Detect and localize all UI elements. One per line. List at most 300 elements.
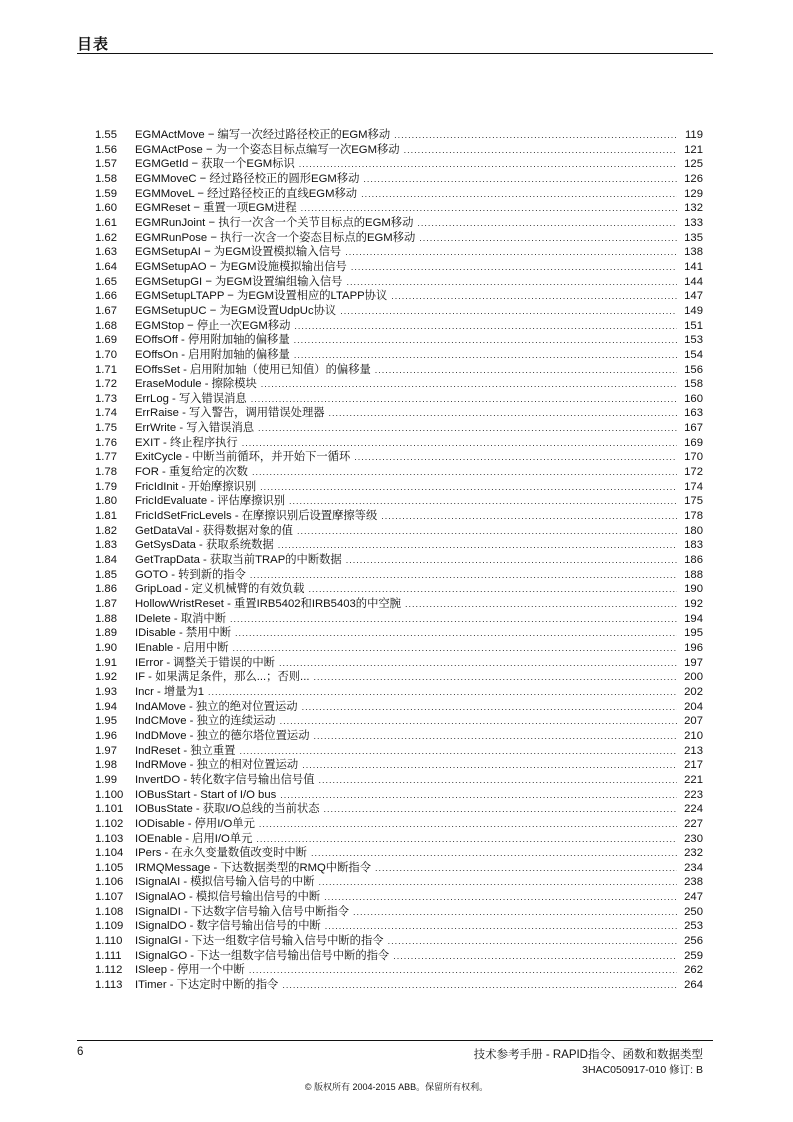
toc-entry-number: 1.58 xyxy=(95,172,117,185)
toc-dot-leader xyxy=(393,949,677,964)
toc-entry-number: 1.78 xyxy=(95,466,117,479)
toc-entry-title[interactable]: IF - 如果满足条件，那么...；否则... xyxy=(135,671,310,684)
toc-entry-number: 1.106 xyxy=(95,876,124,889)
toc-entry-number: 1.103 xyxy=(95,832,124,845)
toc-entry-title[interactable]: FricIdEvaluate - 评估摩擦识别 xyxy=(135,495,286,508)
toc-entry-page[interactable]: 194 xyxy=(684,612,703,625)
toc-entry[interactable] xyxy=(95,626,703,641)
toc-entry-title[interactable]: IndRMove - 独立的相对位置运动 xyxy=(135,759,299,772)
toc-entry[interactable] xyxy=(95,275,703,290)
toc-entry-page[interactable]: 221 xyxy=(684,773,703,786)
toc-entry-number: 1.89 xyxy=(95,627,117,640)
toc-entry-page[interactable]: 238 xyxy=(684,876,703,889)
toc-entry-page[interactable]: 160 xyxy=(684,392,703,405)
toc-entry-title[interactable]: IOBusState - 获取I/O总线的当前状态 xyxy=(135,803,320,816)
toc-entry-title[interactable]: IDelete - 取消中断 xyxy=(135,612,227,625)
toc-entry-number: 1.101 xyxy=(95,803,124,816)
toc-entry-page[interactable]: 174 xyxy=(684,480,703,493)
toc-entry-page[interactable]: 170 xyxy=(684,451,703,464)
toc-dot-leader xyxy=(294,348,677,363)
toc-entry-title[interactable]: EGMReset − 重置一项EGM进程 xyxy=(135,202,297,215)
toc-entry-page[interactable]: 188 xyxy=(684,568,703,581)
toc-entry[interactable] xyxy=(95,890,703,905)
toc-entry-page[interactable]: 234 xyxy=(684,861,703,874)
toc-dot-leader xyxy=(419,231,677,246)
toc-entry-page[interactable]: 213 xyxy=(684,744,703,757)
toc-entry[interactable] xyxy=(95,978,703,993)
toc-entry-page[interactable]: 264 xyxy=(684,979,703,992)
toc-entry-page[interactable]: 190 xyxy=(684,583,703,596)
toc-entry[interactable] xyxy=(95,201,703,216)
toc-entry-page[interactable]: 232 xyxy=(684,847,703,860)
toc-entry[interactable] xyxy=(95,963,703,978)
toc-entry-title[interactable]: EGMRunJoint − 执行一次含一个关节目标点的EGM移动 xyxy=(135,216,414,229)
toc-entry-number: 1.88 xyxy=(95,612,117,625)
footer-manual-title: 技术参考手册 - RAPID指令、函数和数据类型 xyxy=(473,1049,703,1061)
toc-entry-page[interactable]: 167 xyxy=(684,422,703,435)
toc-entry-title[interactable]: GripLoad - 定义机械臂的有效负载 xyxy=(135,583,305,596)
toc-entry-title[interactable]: GetTrapData - 获取当前TRAP的中断数据 xyxy=(135,554,342,567)
toc-dot-leader xyxy=(250,568,677,583)
toc-entry[interactable] xyxy=(95,538,703,553)
toc-dot-leader xyxy=(280,714,677,729)
toc-entry-title[interactable]: EOffsOff - 停用附加轴的偏移量 xyxy=(135,334,290,347)
toc-entry-number: 1.95 xyxy=(95,715,117,728)
toc-dot-leader xyxy=(345,245,677,260)
toc-entry-title[interactable]: GetSysData - 获取系统数据 xyxy=(135,539,274,552)
toc-dot-leader xyxy=(381,509,677,524)
toc-entry-title[interactable]: FricIdInit - 开始摩擦识别 xyxy=(135,480,257,493)
toc-entry[interactable] xyxy=(95,494,703,509)
toc-entry-number: 1.66 xyxy=(95,290,117,303)
toc-entry-title[interactable]: EGMSetupGI − 为EGM设置编组输入信号 xyxy=(135,275,343,288)
toc-entry-page[interactable]: 195 xyxy=(684,627,703,640)
toc-entry[interactable] xyxy=(95,934,703,949)
toc-entry[interactable] xyxy=(95,216,703,231)
toc-entry[interactable] xyxy=(95,377,703,392)
toc-entry[interactable] xyxy=(95,406,703,421)
toc-dot-leader xyxy=(256,832,677,847)
toc-dot-leader xyxy=(289,494,677,509)
toc-entry-title[interactable]: EGMSetupLTAPP − 为EGM设置相应的LTAPP协议 xyxy=(135,290,388,303)
toc-dot-leader xyxy=(239,744,677,759)
toc-entry-number: 1.83 xyxy=(95,539,117,552)
toc-entry-title[interactable]: EGMActPose − 为一个姿态目标点编写一次EGM移动 xyxy=(135,143,400,156)
toc-entry-title[interactable]: Incr - 增量为1 xyxy=(135,685,205,698)
toc-dot-leader xyxy=(249,963,677,978)
toc-dot-leader xyxy=(280,788,677,803)
toc-entry-title[interactable]: EGMActMove − 编写一次经过路径校正的EGM移动 xyxy=(135,129,391,141)
toc-dot-leader xyxy=(324,802,677,817)
toc-entry-page[interactable]: 169 xyxy=(684,436,703,449)
toc-dot-leader xyxy=(261,377,677,392)
toc-entry-title[interactable]: IODisable - 停用I/O单元 xyxy=(135,817,255,830)
toc-entry-page[interactable]: 256 xyxy=(684,935,703,948)
toc-entry-number: 1.100 xyxy=(95,788,124,801)
header-rule xyxy=(77,53,713,54)
toc-dot-leader xyxy=(279,656,677,671)
toc-entry-number: 1.93 xyxy=(95,685,117,698)
toc-entry[interactable] xyxy=(95,832,703,847)
toc-entry-number: 1.109 xyxy=(95,920,124,933)
toc-entry-page[interactable]: 223 xyxy=(684,788,703,801)
toc-entry-title[interactable]: ISignalGO - 下达一组数字信号输出信号中断的指令 xyxy=(135,949,390,962)
toc-entry-number: 1.73 xyxy=(95,392,117,405)
toc-entry-page[interactable]: 180 xyxy=(684,524,703,537)
toc-dot-leader xyxy=(302,758,677,773)
toc-entry-page[interactable]: 121 xyxy=(684,143,703,156)
toc-entry-number: 1.105 xyxy=(95,861,124,874)
toc-entry[interactable] xyxy=(95,260,703,275)
toc-entry-title[interactable]: EGMMoveL − 经过路径校正的直线EGM移动 xyxy=(135,187,358,200)
toc-entry-title[interactable]: EGMSetupUC − 为EGM设置UdpUc协议 xyxy=(135,304,337,317)
toc-entry-title[interactable]: EGMSetupAO − 为EGM设施模拟输出信号 xyxy=(135,260,347,273)
toc-entry-number: 1.57 xyxy=(95,158,117,171)
toc-entry-page[interactable]: 125 xyxy=(684,158,703,171)
toc-dot-leader xyxy=(233,641,677,656)
toc-entry[interactable] xyxy=(95,421,703,436)
toc-entry[interactable] xyxy=(95,245,703,260)
toc-dot-leader xyxy=(302,700,677,715)
toc-entry-number: 1.56 xyxy=(95,143,117,156)
toc-entry-title[interactable]: ExitCycle - 中断当前循环，并开始下一循环 xyxy=(135,451,351,464)
toc-dot-leader xyxy=(251,392,677,407)
toc-entry-title[interactable]: IDisable - 禁用中断 xyxy=(135,627,232,640)
toc-dot-leader xyxy=(375,861,677,876)
toc-dot-leader xyxy=(294,319,677,334)
toc-entry-title[interactable]: EGMRunPose − 执行一次含一个姿态目标点的EGM移动 xyxy=(135,231,416,244)
toc-entry-page[interactable]: 154 xyxy=(684,348,703,361)
toc-entry-title[interactable]: IndCMove - 独立的连续运动 xyxy=(135,715,276,728)
toc-entry-number: 1.110 xyxy=(95,935,123,948)
toc-entry-number: 1.77 xyxy=(95,451,117,464)
toc-entry-title[interactable]: IError - 调整关于错误的中断 xyxy=(135,656,275,669)
toc-dot-leader xyxy=(346,275,677,290)
toc-dot-leader xyxy=(258,421,677,436)
toc-entry-title[interactable]: EGMStop − 停止一次EGM移动 xyxy=(135,319,291,332)
toc-dot-leader xyxy=(394,128,677,143)
toc-entry[interactable] xyxy=(95,846,703,861)
toc-entry[interactable] xyxy=(95,612,703,627)
toc-entry-number: 1.99 xyxy=(95,773,117,786)
toc-entry-page[interactable]: 132 xyxy=(684,202,703,215)
toc-dot-leader xyxy=(294,333,677,348)
toc-entry[interactable] xyxy=(95,172,703,187)
toc-entry-title[interactable]: EXIT - 终止程序执行 xyxy=(135,436,238,449)
toc-entry-page[interactable]: 202 xyxy=(684,685,703,698)
toc-entry[interactable] xyxy=(95,509,703,524)
toc-entry-number: 1.85 xyxy=(95,568,117,581)
toc-dot-leader xyxy=(230,612,677,627)
toc-entry-page[interactable]: 175 xyxy=(684,495,703,508)
toc-entry-number: 1.82 xyxy=(95,524,117,537)
toc-entry-number: 1.61 xyxy=(95,216,117,229)
toc-entry-title[interactable]: ISignalDI - 下达数字信号输入信号中断指令 xyxy=(135,905,350,918)
toc-entry[interactable] xyxy=(95,304,703,319)
toc-entry-title[interactable]: GetDataVal - 获得数据对象的值 xyxy=(135,524,293,537)
toc-dot-leader xyxy=(354,450,677,465)
toc-entry-number: 1.70 xyxy=(95,348,117,361)
toc-entry-number: 1.64 xyxy=(95,260,117,273)
toc-entry-title[interactable]: ErrWrite - 写入错误消息 xyxy=(135,422,255,435)
toc-entry[interactable] xyxy=(95,465,703,480)
toc-entry-title[interactable]: ISignalAI - 模拟信号输入信号的中断 xyxy=(135,876,315,889)
toc-entry-page[interactable]: 147 xyxy=(684,290,703,303)
table-of-contents xyxy=(95,128,703,993)
toc-entry[interactable] xyxy=(95,553,703,568)
toc-dot-leader xyxy=(361,187,677,202)
toc-entry-title[interactable]: FricIdSetFricLevels - 在摩擦识别后设置摩擦等级 xyxy=(135,510,378,523)
toc-entry[interactable] xyxy=(95,905,703,920)
toc-entry-page[interactable]: 158 xyxy=(684,378,703,391)
toc-entry[interactable] xyxy=(95,919,703,934)
toc-dot-leader xyxy=(319,875,677,890)
toc-entry-title[interactable]: ISleep - 停用一个中断 xyxy=(135,964,245,977)
toc-entry-title[interactable]: FOR - 重复给定的次数 xyxy=(135,466,248,479)
toc-entry[interactable] xyxy=(95,597,703,612)
toc-entry-title[interactable]: EraseModule - 擦除模块 xyxy=(135,378,257,391)
toc-entry-number: 1.107 xyxy=(95,891,124,904)
toc-dot-leader xyxy=(208,685,677,700)
toc-entry[interactable] xyxy=(95,773,703,788)
toc-entry[interactable] xyxy=(95,363,703,378)
toc-entry-number: 1.111 xyxy=(95,949,122,962)
toc-entry-page[interactable]: 259 xyxy=(684,949,703,962)
toc-entry-title[interactable]: EGMSetupAI − 为EGM设置模拟输入信号 xyxy=(135,246,342,259)
toc-entry-page[interactable]: 207 xyxy=(684,715,703,728)
toc-dot-leader xyxy=(319,773,677,788)
toc-entry-number: 1.68 xyxy=(95,319,117,332)
toc-entry-page[interactable]: 133 xyxy=(684,216,703,229)
toc-entry-number: 1.76 xyxy=(95,436,117,449)
toc-dot-leader xyxy=(405,597,677,612)
toc-dot-leader xyxy=(242,436,677,451)
toc-dot-leader xyxy=(325,919,677,934)
toc-entry-number: 1.71 xyxy=(95,363,117,376)
toc-dot-leader xyxy=(351,260,677,275)
toc-dot-leader xyxy=(340,304,677,319)
toc-entry-page[interactable]: 230 xyxy=(684,832,703,845)
toc-dot-leader xyxy=(252,465,677,480)
toc-entry-page[interactable]: 178 xyxy=(684,510,703,523)
footer-copyright: © 版权所有 2004-2015 ABB。保留所有权利。 xyxy=(304,1082,489,1092)
toc-entry-number: 1.75 xyxy=(95,422,117,435)
toc-entry[interactable] xyxy=(95,143,703,158)
toc-entry-number: 1.91 xyxy=(95,656,117,669)
toc-entry-number: 1.84 xyxy=(95,554,117,567)
toc-entry-number: 1.104 xyxy=(95,847,124,860)
toc-entry-number: 1.79 xyxy=(95,480,117,493)
toc-entry-page[interactable]: 204 xyxy=(684,700,703,713)
toc-entry[interactable] xyxy=(95,480,703,495)
toc-entry[interactable] xyxy=(95,700,703,715)
toc-entry-number: 1.96 xyxy=(95,729,117,742)
toc-entry-page[interactable]: 183 xyxy=(684,539,703,552)
toc-entry-title[interactable]: IndDMove - 独立的德尔塔位置运动 xyxy=(135,729,310,742)
toc-entry-page[interactable]: 156 xyxy=(684,363,703,376)
toc-entry-number: 1.62 xyxy=(95,231,117,244)
toc-dot-leader xyxy=(282,978,677,993)
toc-entry[interactable] xyxy=(95,157,703,172)
toc-entry-title[interactable]: ErrLog - 写入错误消息 xyxy=(135,392,247,405)
toc-dot-leader xyxy=(375,363,677,378)
toc-dot-leader xyxy=(324,890,677,905)
toc-dot-leader xyxy=(235,626,677,641)
toc-entry[interactable] xyxy=(95,729,703,744)
toc-entry-number: 1.67 xyxy=(95,304,117,317)
footer-page-number: 6 xyxy=(77,1046,84,1058)
toc-dot-leader xyxy=(329,406,677,421)
toc-entry[interactable] xyxy=(95,949,703,964)
toc-entry-title[interactable]: EOffsSet - 启用附加轴（使用已知值）的偏移量 xyxy=(135,363,371,376)
toc-entry-number: 1.108 xyxy=(95,905,124,918)
toc-entry[interactable] xyxy=(95,670,703,685)
footer-rule xyxy=(77,1040,713,1041)
toc-entry-title[interactable]: ISignalAO - 模拟信号输出信号的中断 xyxy=(135,891,321,904)
toc-entry-number: 1.55 xyxy=(95,129,117,141)
toc-entry[interactable] xyxy=(95,744,703,759)
toc-entry[interactable] xyxy=(95,568,703,583)
toc-dot-leader xyxy=(308,582,677,597)
toc-entry-number: 1.98 xyxy=(95,759,117,772)
toc-entry-number: 1.102 xyxy=(95,817,124,830)
toc-dot-leader xyxy=(297,524,677,539)
toc-dot-leader xyxy=(404,143,677,158)
toc-entry[interactable] xyxy=(95,128,703,143)
toc-entry[interactable] xyxy=(95,319,703,334)
toc-entry[interactable] xyxy=(95,788,703,803)
toc-entry-number: 1.80 xyxy=(95,495,117,508)
toc-entry[interactable] xyxy=(95,656,703,671)
toc-dot-leader xyxy=(259,817,677,832)
toc-dot-leader xyxy=(388,934,677,949)
toc-entry-number: 1.97 xyxy=(95,744,117,757)
toc-entry-number: 1.65 xyxy=(95,275,117,288)
toc-entry-page[interactable]: 250 xyxy=(684,905,703,918)
toc-entry[interactable] xyxy=(95,817,703,832)
toc-entry-page[interactable]: 227 xyxy=(684,817,703,830)
toc-entry-page[interactable]: 135 xyxy=(684,231,703,244)
toc-entry-number: 1.59 xyxy=(95,187,117,200)
toc-entry[interactable] xyxy=(95,289,703,304)
toc-entry[interactable] xyxy=(95,641,703,656)
toc-entry-page[interactable]: 172 xyxy=(684,466,703,479)
toc-entry-page[interactable]: 151 xyxy=(684,319,703,332)
toc-entry-page[interactable]: 210 xyxy=(684,729,703,742)
toc-entry-number: 1.63 xyxy=(95,246,117,259)
toc-entry-page[interactable]: 138 xyxy=(684,246,703,259)
toc-entry-number: 1.112 xyxy=(95,964,123,977)
toc-entry-page[interactable]: 129 xyxy=(684,187,703,200)
toc-entry[interactable] xyxy=(95,714,703,729)
toc-entry-number: 1.81 xyxy=(95,510,117,523)
toc-entry-page[interactable]: 192 xyxy=(684,598,703,610)
toc-entry-page[interactable]: 141 xyxy=(684,260,703,273)
toc-entry-number: 1.113 xyxy=(95,979,123,992)
toc-entry-title[interactable]: IPers - 在永久变量数值改变时中断 xyxy=(135,847,307,860)
toc-entry-number: 1.92 xyxy=(95,671,117,684)
toc-entry[interactable] xyxy=(95,187,703,202)
toc-entry[interactable] xyxy=(95,392,703,407)
toc-dot-leader xyxy=(313,670,677,685)
toc-entry-page[interactable]: 144 xyxy=(684,275,703,288)
toc-entry-page[interactable]: 197 xyxy=(684,656,703,669)
toc-entry-title[interactable]: HollowWristReset - 重置IRB5402和IRB5403的中空腕 xyxy=(135,598,401,610)
toc-entry-number: 1.90 xyxy=(95,641,117,654)
toc-entry-title[interactable]: ISignalDO - 数字信号输出信号的中断 xyxy=(135,920,321,933)
toc-entry-page[interactable]: 163 xyxy=(684,407,703,420)
toc-entry-title[interactable]: EGMGetId − 获取一个EGM标识 xyxy=(135,158,295,171)
page-header-title: 目表 xyxy=(77,36,110,53)
toc-entry-title[interactable]: IndReset - 独立重置 xyxy=(135,744,236,757)
footer-doc-id: 3HAC050917-010 修订: B xyxy=(582,1064,703,1076)
toc-entry[interactable] xyxy=(95,348,703,363)
toc-entry-title[interactable]: IndAMove - 独立的绝对位置运动 xyxy=(135,700,298,713)
toc-entry[interactable] xyxy=(95,450,703,465)
toc-entry-title[interactable]: ErrRaise - 写入警告，调用错误处理器 xyxy=(135,407,325,420)
toc-entry-number: 1.87 xyxy=(95,598,117,610)
toc-entry-page[interactable]: 217 xyxy=(684,759,703,772)
toc-dot-leader xyxy=(346,553,677,568)
toc-dot-leader xyxy=(311,846,677,861)
toc-dot-leader xyxy=(363,172,677,187)
toc-entry-title[interactable]: IRMQMessage - 下达数据类型的RMQ中断指令 xyxy=(135,861,371,874)
toc-entry-page[interactable]: 126 xyxy=(684,172,703,185)
toc-entry-page[interactable]: 253 xyxy=(684,920,703,933)
toc-entry-number: 1.74 xyxy=(95,407,117,420)
toc-entry-page[interactable]: 196 xyxy=(684,641,703,654)
toc-dot-leader xyxy=(299,157,677,172)
toc-entry[interactable] xyxy=(95,861,703,876)
toc-entry-page[interactable]: 200 xyxy=(684,671,703,684)
toc-entry-number: 1.60 xyxy=(95,202,117,215)
toc-entry-title[interactable]: GOTO - 转到新的指令 xyxy=(135,568,246,581)
toc-entry-title[interactable]: IOBusStart - Start of I/O bus xyxy=(135,788,277,801)
toc-entry-number: 1.86 xyxy=(95,583,117,596)
toc-entry[interactable] xyxy=(95,333,703,348)
toc-entry-number: 1.72 xyxy=(95,378,117,391)
toc-entry[interactable] xyxy=(95,802,703,817)
toc-dot-leader xyxy=(417,216,677,231)
toc-entry[interactable] xyxy=(95,524,703,539)
toc-entry-title[interactable]: InvertDO - 转化数字信号输出信号值 xyxy=(135,773,315,786)
toc-dot-leader xyxy=(301,201,677,216)
toc-entry-title[interactable]: ITimer - 下达定时中断的指令 xyxy=(135,979,279,992)
toc-entry[interactable] xyxy=(95,685,703,700)
toc-entry[interactable] xyxy=(95,436,703,451)
toc-entry-page[interactable]: 119 xyxy=(684,129,703,141)
toc-entry-title[interactable]: ISignalGI - 下达一组数字信号输入信号中断的指令 xyxy=(135,935,384,948)
toc-dot-leader xyxy=(260,480,677,495)
toc-entry[interactable] xyxy=(95,758,703,773)
toc-entry-page[interactable]: 149 xyxy=(684,304,703,317)
toc-entry-page[interactable]: 186 xyxy=(684,554,703,567)
toc-entry-page[interactable]: 153 xyxy=(684,334,703,347)
toc-entry-title[interactable]: IOEnable - 启用I/O单元 xyxy=(135,832,253,845)
toc-entry-number: 1.69 xyxy=(95,334,117,347)
toc-entry-page[interactable]: 247 xyxy=(684,891,703,904)
toc-entry-title[interactable]: IEnable - 启用中断 xyxy=(135,641,229,654)
toc-entry-page[interactable]: 224 xyxy=(684,803,703,816)
toc-entry-title[interactable]: EOffsOn - 启用附加轴的偏移量 xyxy=(135,348,290,361)
toc-entry[interactable] xyxy=(95,231,703,246)
toc-entry[interactable] xyxy=(95,582,703,597)
toc-entry-number: 1.94 xyxy=(95,700,117,713)
toc-dot-leader xyxy=(278,538,677,553)
toc-entry[interactable] xyxy=(95,875,703,890)
toc-entry-title[interactable]: EGMMoveC − 经过路径校正的圆形EGM移动 xyxy=(135,172,360,185)
toc-entry-page[interactable]: 262 xyxy=(684,964,703,977)
